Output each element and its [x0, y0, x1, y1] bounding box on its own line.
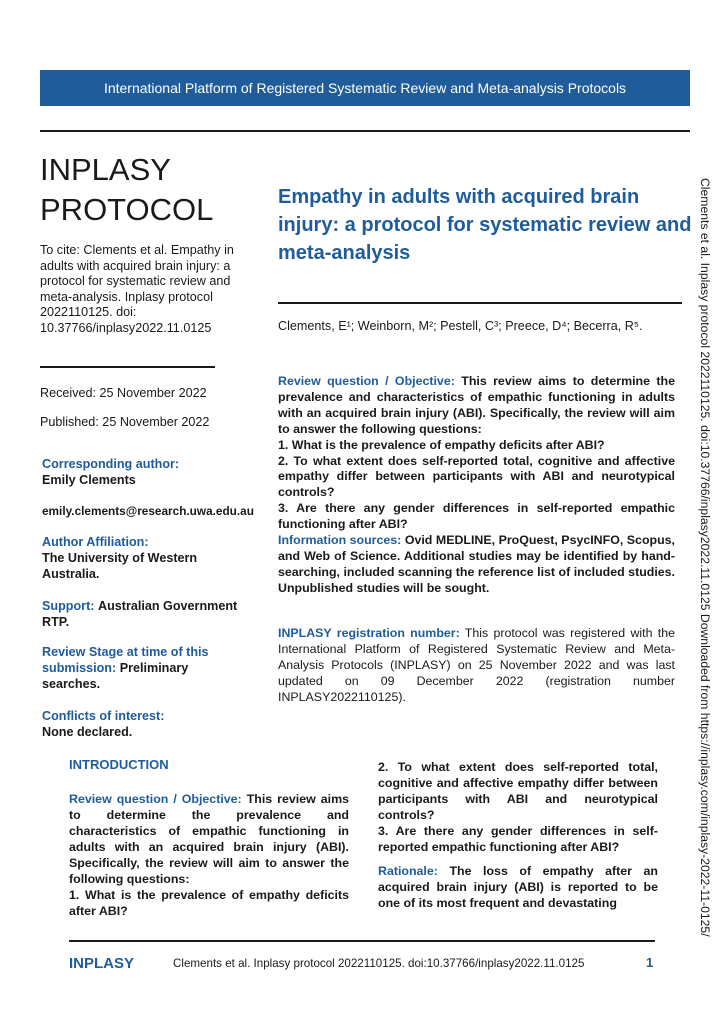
- question-3: 3. Are there any gender differences in self-reported empathic functioning after ABI?: [278, 501, 675, 532]
- intro-column-right: [378, 759, 658, 911]
- reg-text: This protocol was registered with the International Platform of Registered Systematic Review and Meta-Analysis Protocols (INPLASY) on 25 November 2022 and was last updated on 09 December 2022 (registration number INPLASY2022110125).: [278, 626, 675, 704]
- introduction-heading: INTRODUCTION: [69, 757, 169, 772]
- published-date: Published: 25 November 2022: [40, 415, 210, 429]
- protocol-label: [40, 150, 213, 230]
- affiliation-label: Author Affiliation:: [42, 535, 149, 549]
- support-value: Australian Government RTP.: [42, 599, 238, 629]
- affiliation-value: The University of Western Australia.: [42, 551, 198, 581]
- intro-question-3: 3. Are there any gender differences in self-reported empathic functioning after ABI?: [378, 824, 658, 854]
- conflicts-value: None declared.: [42, 725, 133, 739]
- author-email[interactable]: emily.clements@research.uwa.edu.au: [42, 504, 254, 518]
- received-date: Received: 25 November 2022: [40, 386, 207, 400]
- author-list: Clements, E¹; Weinborn, M²; Pestell, C³; Preece, D⁴; Becerra, R⁵.: [278, 319, 643, 333]
- vertical-citation: Clements et al. Inplasy protocol 2022110125. doi:10.37766/inplasy2022.11.0125 Downloaded from https://inplasy.com/inplasy-2022-11-0125/: [698, 178, 712, 937]
- intro-column-left: [69, 791, 349, 919]
- intro-question-2: 2. To what extent does self-reported total, cognitive and affective empathy differ between participants with ABI and neurotypical controls?: [378, 760, 658, 822]
- stage-label: Review Stage at time of this submission:: [42, 645, 209, 675]
- rationale-text: The loss of empathy after an acquired brain injury (ABI) is reported to be one of its most frequent and devastating: [378, 864, 659, 910]
- footer-brand: INPLASY: [69, 955, 135, 972]
- footer-divider: [69, 940, 655, 942]
- title-divider: [278, 302, 682, 304]
- intro-rq-text: This review aims to determine the prevalence and characteristics of empathic functioning in adults with an acquired brain injury (ABI). Specifically, the review will aim to answer the following questions:: [69, 792, 349, 886]
- corresponding-author: [42, 456, 257, 488]
- corresponding-label: Corresponding author:: [42, 457, 180, 471]
- reg-label: INPLASY registration number:: [278, 626, 460, 640]
- conflicts-label: Conflicts of interest:: [42, 709, 165, 723]
- citation: To cite: Clements et al. Empathy in adults with acquired brain injury: a protocol for systematic review and meta-analysis. Inplasy protocol 2022110125. doi: 10.37766/inplasy2022.11.0125: [40, 243, 234, 335]
- conflicts-of-interest: [42, 708, 257, 740]
- stage-value: Preliminary searches.: [42, 661, 189, 691]
- protocol-label-line1: INPLASY: [40, 152, 171, 187]
- corresponding-name: Emily Clements: [42, 473, 136, 487]
- protocol-label-line2: PROTOCOL: [40, 192, 214, 227]
- question-2: 2. To what extent does self-reported total, cognitive and affective empathy differ between participants with ABI and neurotypical controls?: [278, 453, 675, 500]
- rq-text: This review aims to determine the prevalence and characteristics of empathic functioning in adults with an acquired brain injury (ABI). Specifically, the review will aim to answer the following questions:: [278, 374, 675, 436]
- rq-label: Review question / Objective:: [278, 374, 455, 388]
- info-sources-text: Ovid MEDLINE, ProQuest, PsycINFO, Scopus, and Web of Science. Additional studies may be identified by hand-searching, included scanning the reference list of included studies. Unpublished studies will be sought.: [278, 533, 675, 595]
- support: [42, 598, 257, 630]
- header-banner: International Platform of Registered Systematic Review and Meta-analysis Protocols: [40, 70, 690, 106]
- review-stage: [42, 644, 232, 692]
- review-question-abstract: [278, 374, 675, 597]
- intro-rq-label: Review question / Objective:: [69, 792, 242, 806]
- question-1: 1. What is the prevalence of empathy deficits after ABI?: [278, 437, 605, 452]
- left-divider: [40, 366, 215, 368]
- page-number: 1: [646, 955, 654, 970]
- intro-question-1: 1. What is the prevalence of empathy deficits after ABI?: [69, 888, 349, 918]
- rationale-label: Rationale:: [378, 864, 438, 878]
- support-label: Support:: [42, 599, 95, 613]
- top-divider: [40, 130, 690, 132]
- article-title: Empathy in adults with acquired brain injury: a protocol for systematic review and meta-analysis: [278, 186, 692, 264]
- info-sources-label: Information sources:: [278, 533, 402, 548]
- footer-citation: Clements et al. Inplasy protocol 2022110125. doi:10.37766/inplasy2022.11.0125: [173, 957, 585, 970]
- author-affiliation: [42, 534, 232, 582]
- registration-number: [278, 626, 675, 706]
